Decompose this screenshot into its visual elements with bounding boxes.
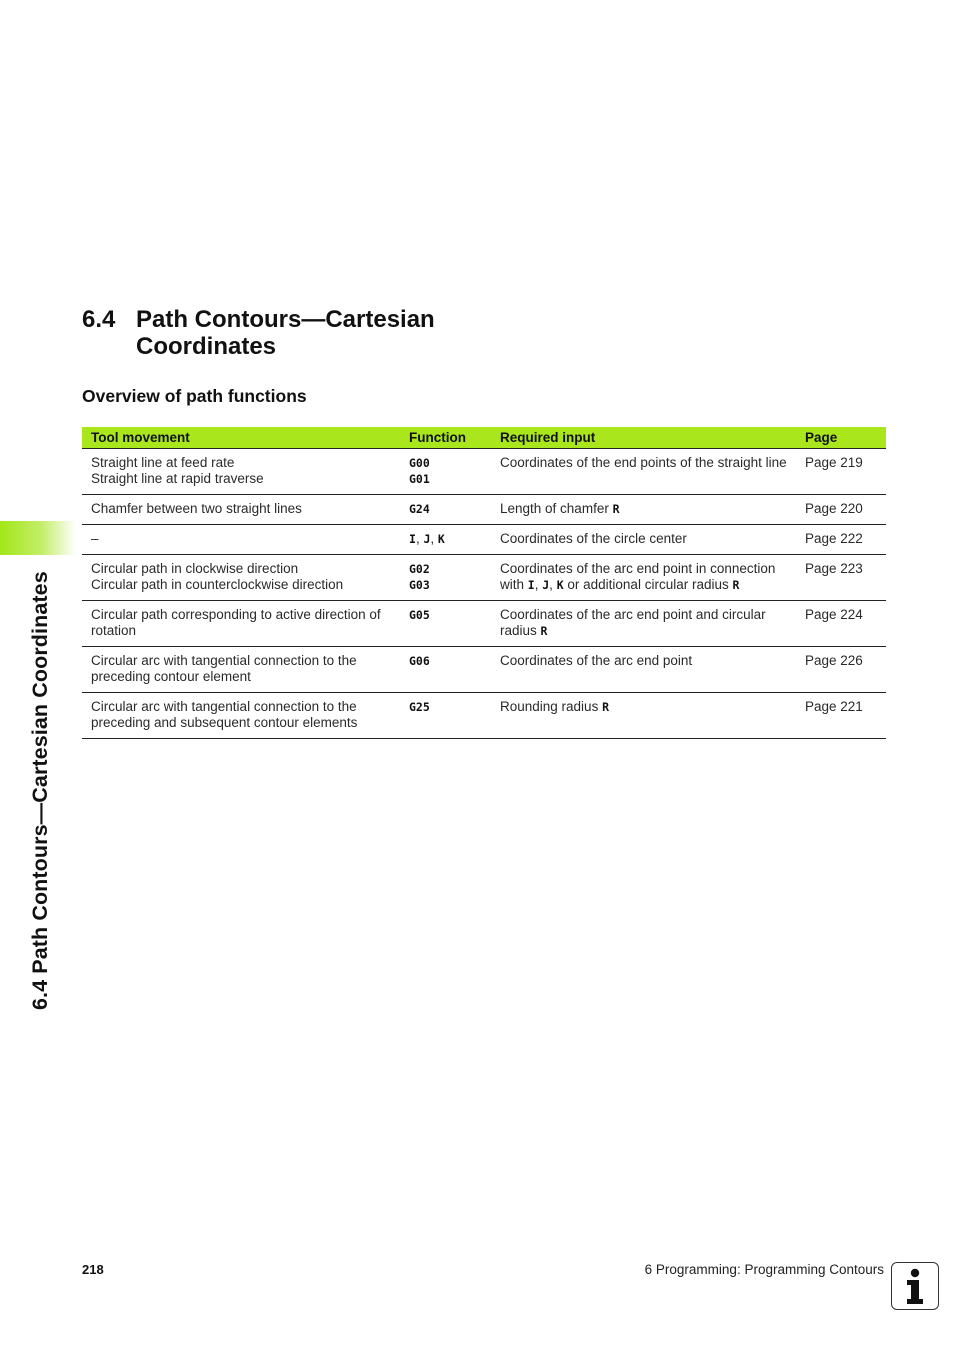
cell-movement: Chamfer between two straight lines: [82, 495, 400, 525]
cell-movement: Circular arc with tangential connection to the preceding contour element: [82, 647, 400, 693]
input-text: or additional circular radius: [567, 577, 729, 592]
function-code: G05: [409, 608, 430, 622]
cell-input: Coordinates of the arc end point: [491, 647, 796, 693]
cell-page: Page 220: [796, 495, 886, 525]
side-tab-marker: [0, 521, 76, 555]
cell-page: Page 222: [796, 525, 886, 555]
input-text: Length of chamfer: [500, 501, 609, 516]
cell-function: [400, 495, 491, 525]
movement-text: Straight line at rapid traverse: [91, 471, 264, 486]
table-row: [82, 647, 886, 693]
cell-input: [491, 601, 796, 647]
cell-movement: [82, 449, 400, 495]
function-code: K: [437, 532, 445, 546]
movement-text: Circular path in clockwise direction: [91, 561, 299, 576]
input-code: R: [540, 624, 548, 638]
input-text: Coordinates of the arc end point and circular radius: [500, 607, 766, 638]
cell-input: [491, 693, 796, 739]
cell-page: Page 224: [796, 601, 886, 647]
info-glyph-icon: [892, 1263, 937, 1308]
cell-input: Coordinates of the end points of the straight line: [491, 449, 796, 495]
function-code: G02: [409, 562, 430, 576]
table-row: [82, 693, 886, 739]
movement-text: Circular path in counterclockwise direction: [91, 577, 344, 592]
cell-page: Page 221: [796, 693, 886, 739]
table-row: [82, 449, 886, 495]
table-row: [82, 525, 886, 555]
input-code: K: [556, 578, 564, 592]
table-row: [82, 601, 886, 647]
section-title-line1: Path Contours—Cartesian: [136, 306, 435, 333]
input-code: R: [602, 700, 610, 714]
cell-function: [400, 601, 491, 647]
table-row: [82, 495, 886, 525]
movement-text: Straight line at feed rate: [91, 455, 235, 470]
table-header-row: [82, 427, 886, 449]
cell-function: I, J, K: [400, 525, 491, 555]
header-page: Page: [796, 427, 886, 449]
header-required-input: Required input: [491, 427, 796, 449]
cell-page: Page 219: [796, 449, 886, 495]
function-code: G25: [409, 700, 430, 714]
section-heading: [82, 306, 435, 360]
function-code: I: [409, 532, 416, 546]
function-code: J: [423, 532, 431, 546]
table-row: [82, 555, 886, 601]
section-title-line2: Coordinates: [136, 333, 277, 360]
cell-function: [400, 647, 491, 693]
page-number: 218: [82, 1262, 104, 1277]
input-code: R: [612, 502, 620, 516]
cell-movement: Circular path corresponding to active direction of rotation: [82, 601, 400, 647]
input-text: Rounding radius: [500, 699, 599, 714]
section-number: 6.4: [82, 306, 116, 333]
input-code: J: [542, 578, 550, 592]
header-tool-movement: Tool movement: [82, 427, 400, 449]
cell-input: Coordinates of the circle center: [491, 525, 796, 555]
function-code: G03: [409, 578, 430, 592]
input-text: Coordinates of the arc end point in connection with: [500, 561, 776, 592]
path-functions-table: [82, 427, 886, 739]
function-code: G24: [409, 502, 430, 516]
side-chapter-title: 6.4 Path Contours—Cartesian Coordinates: [28, 571, 52, 1010]
input-code: R: [732, 578, 740, 592]
subheading: Overview of path functions: [82, 386, 307, 406]
header-function: Function: [400, 427, 491, 449]
info-icon: [891, 1262, 939, 1310]
input-code: I: [527, 578, 535, 592]
cell-movement: Circular arc with tangential connection to the preceding and subsequent contour elements: [82, 693, 400, 739]
function-code: G00: [409, 456, 430, 470]
footer-chapter-title: 6 Programming: Programming Contours: [644, 1262, 884, 1277]
cell-function: [400, 693, 491, 739]
cell-movement: [82, 555, 400, 601]
cell-function: [400, 449, 491, 495]
cell-page: Page 223: [796, 555, 886, 601]
cell-function: [400, 555, 491, 601]
function-code: G06: [409, 654, 430, 668]
cell-input: Coordinates of the arc end point in connection with I, J, K or additional circular radius R: [491, 555, 796, 601]
function-code: G01: [409, 472, 430, 486]
cell-movement: –: [82, 525, 400, 555]
cell-input: [491, 495, 796, 525]
cell-page: Page 226: [796, 647, 886, 693]
